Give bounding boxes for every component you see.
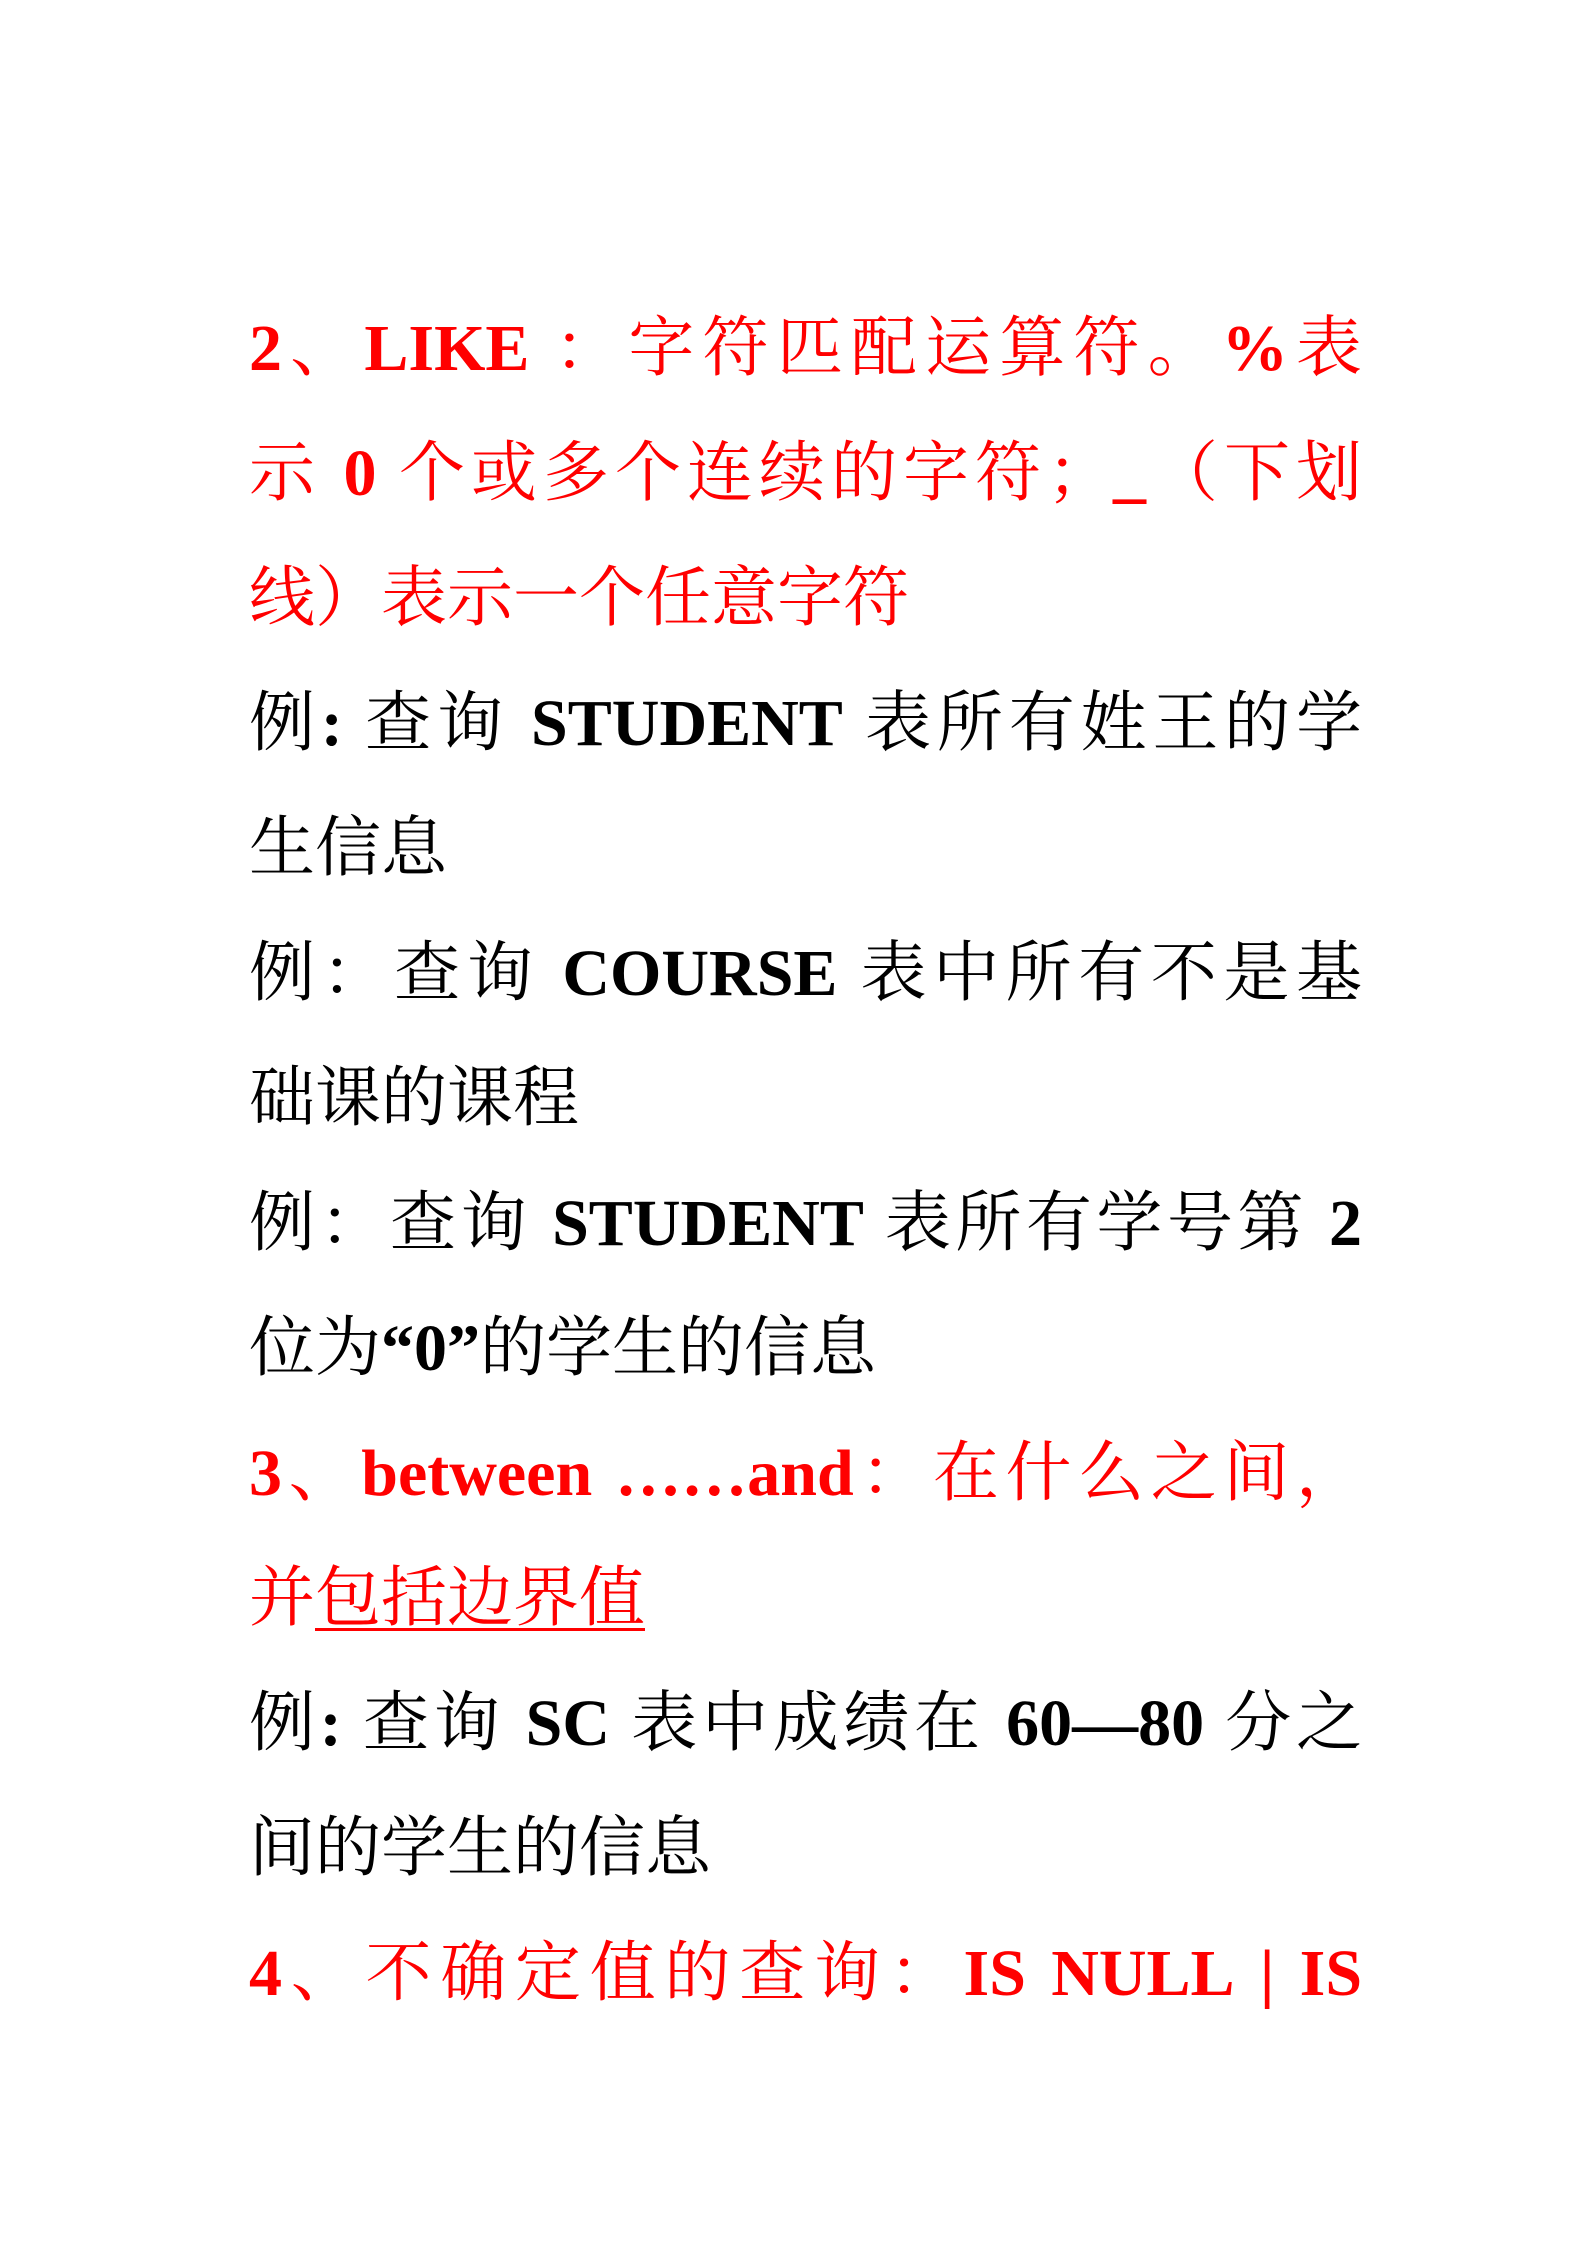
bold-text-run: 3 xyxy=(249,1437,282,1510)
like-example-2-line-2: 础课的课程 xyxy=(249,1062,579,1135)
bold-text-run: between xyxy=(361,1437,593,1510)
bold-text-run: 4 xyxy=(249,1937,282,2010)
bold-text-run: IS xyxy=(1299,1937,1363,2010)
between-example-line-2: 间的学生的信息 xyxy=(249,1812,711,1885)
bold-text-run: LIKE xyxy=(364,312,530,385)
like-example-2-line-1: 例：查询 COURSE 表中所有不是基 xyxy=(249,937,1362,1010)
bold-text-run: 0 xyxy=(343,437,377,510)
between-heading-plain-text: 并 xyxy=(249,1562,315,1635)
between-heading-line-2 xyxy=(249,1536,1362,1661)
like-example-3-line-1: 例：查询 STUDENT 表所有学号第 2 xyxy=(249,1187,1363,1260)
bold-text-run: “0” xyxy=(381,1312,480,1385)
bold-text-run: 2 xyxy=(249,312,282,385)
between-heading-line-1: 3、between ……and：在什么之间， xyxy=(249,1437,1363,1510)
bold-text-run: 60—80 xyxy=(1006,1687,1205,1760)
like-heading-line-1: 2、LIKE ：字符匹配运算符。%表 xyxy=(249,312,1363,385)
bold-text-run: IS xyxy=(963,1937,1026,2010)
like-example-3-line-2: 位为“0”的学生的信息 xyxy=(249,1312,876,1385)
bold-text-run: NULL xyxy=(1051,1937,1235,2010)
like-heading-line-2: 示 0 个或多个连续的字符；_（下划 xyxy=(249,437,1362,510)
bold-text-run: ……and xyxy=(615,1437,854,1510)
bold-text-run: STUDENT xyxy=(531,687,843,760)
null-heading-line-1: 4、不确定值的查询：IS NULL | IS xyxy=(249,1937,1363,2010)
bold-text-run: 2 xyxy=(1329,1187,1363,1260)
between-example-line-1: 例: 查询 SC 表中成绩在 60—80 分之 xyxy=(249,1687,1363,1760)
bold-text-run: | xyxy=(1259,1937,1275,2010)
bold-text-run: _ xyxy=(1113,437,1146,510)
document-body xyxy=(249,286,1362,2036)
bold-text-run: : xyxy=(320,687,343,760)
bold-text-run: % xyxy=(1221,312,1288,385)
bold-text-run: : xyxy=(319,1687,342,1760)
bold-text-run: STUDENT xyxy=(552,1187,864,1260)
between-heading-underlined-text: 包括边界值 xyxy=(315,1562,645,1635)
like-example-1-line-1: 例: 查询 STUDENT 表所有姓王的学 xyxy=(249,687,1362,760)
bold-text-run: COURSE xyxy=(562,937,838,1010)
like-example-1-line-2: 生信息 xyxy=(249,812,447,885)
bold-text-run: SC xyxy=(525,1687,610,1760)
like-heading-line-3: 线）表示一个任意字符 xyxy=(249,562,909,635)
